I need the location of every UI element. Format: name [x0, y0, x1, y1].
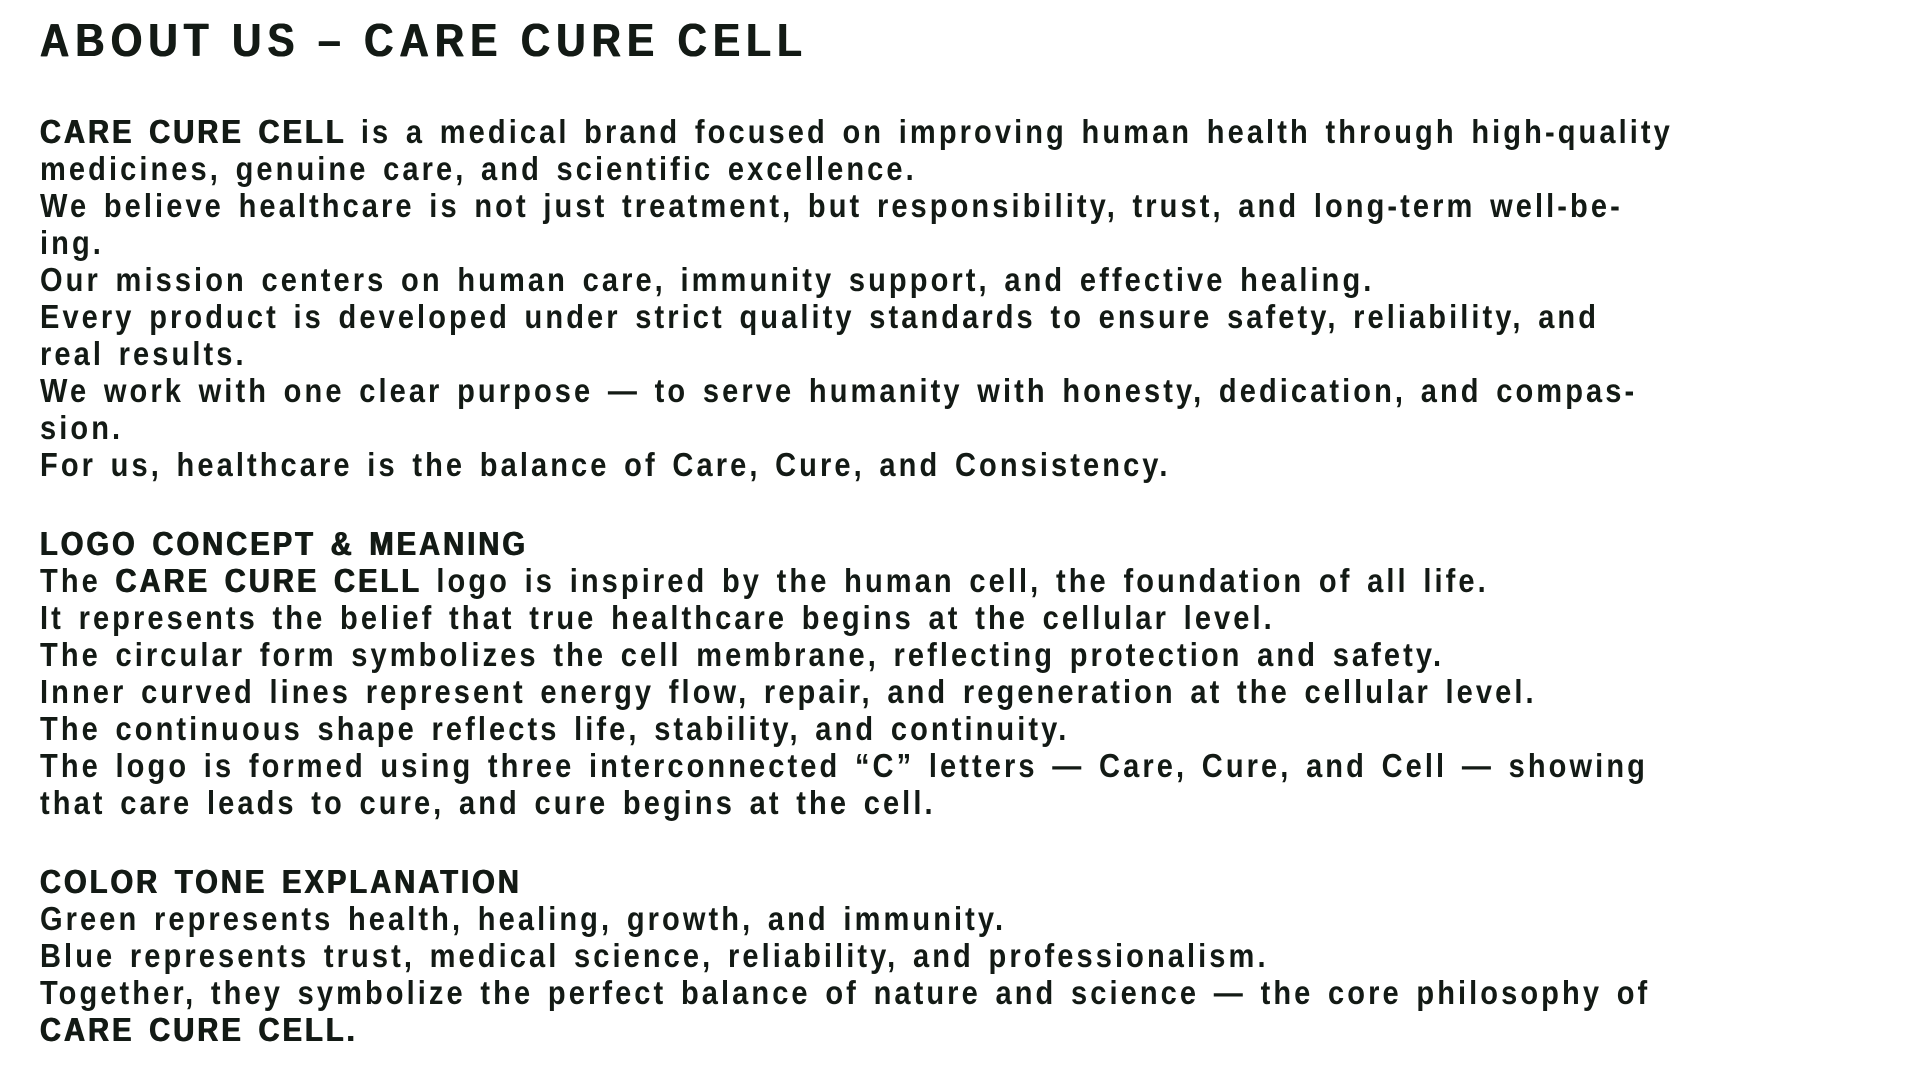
- brand-text: CARE CURE CELL.: [40, 1011, 358, 1048]
- text-segment: is a medical brand focused on improving human health through high-quality: [346, 113, 1673, 150]
- page-title: ABOUT US – CARE CURE CELL: [40, 14, 808, 66]
- brand-text: CARE CURE CELL: [115, 562, 422, 599]
- text-line: [40, 261, 1668, 298]
- text-line: [40, 372, 1668, 409]
- text-line: [40, 784, 1668, 821]
- text-line: [40, 409, 1668, 446]
- text-segment: Our mission centers on human care, immunity support, and effective healing.: [40, 261, 1375, 298]
- text-line: [40, 673, 1668, 710]
- text-segment: The circular form symbolizes the cell membrane, reflecting protection and safety.: [40, 636, 1445, 673]
- document-sections: [40, 113, 1890, 1048]
- text-segment: Every product is developed under strict quality standards to ensure safety, reliability, and: [40, 298, 1600, 335]
- text-line: [40, 187, 1668, 224]
- text-segment: Together, they symbolize the perfect balance of nature and science — the core philosophy of: [40, 974, 1651, 1011]
- text-segment: sion.: [40, 409, 124, 446]
- text-line: [40, 1011, 1668, 1048]
- text-segment: It represents the belief that true healthcare begins at the cellular level.: [40, 599, 1275, 636]
- text-segment: real results.: [40, 335, 247, 372]
- text-line: [40, 562, 1668, 599]
- text-line: [40, 298, 1668, 335]
- text-line: [40, 900, 1668, 937]
- text-segment: The continuous shape reflects life, stability, and continuity.: [40, 710, 1070, 747]
- text-segment: We work with one clear purpose — to serve humanity with honesty, dedication, and compas-: [40, 372, 1638, 409]
- text-segment: Green represents health, healing, growth, and immunity.: [40, 900, 1007, 937]
- text-line: [40, 599, 1668, 636]
- text-segment: The: [40, 562, 116, 599]
- text-segment: Blue represents trust, medical science, reliability, and professionalism.: [40, 937, 1269, 974]
- text-segment: ing.: [40, 224, 104, 261]
- section-3: [40, 863, 1890, 1048]
- text-segment: logo is inspired by the human cell, the foundation of all life.: [421, 562, 1489, 599]
- text-line: [40, 636, 1668, 673]
- text-segment: that care leads to cure, and cure begins at the cell.: [40, 784, 936, 821]
- text-segment: We believe healthcare is not just treatment, but responsibility, trust, and long-term well-be-: [40, 187, 1623, 224]
- text-line: [40, 335, 1668, 372]
- text-line: [40, 747, 1668, 784]
- text-line: [40, 937, 1668, 974]
- text-segment: The logo is formed using three interconnected “C” letters — Care, Cure, and Cell — showing: [40, 747, 1648, 784]
- text-segment: Inner curved lines represent energy flow, repair, and regeneration at the cellular level.: [40, 673, 1537, 710]
- brand-text: CARE CURE CELL: [40, 113, 347, 150]
- section-1: [40, 113, 1890, 483]
- text-segment: For us, healthcare is the balance of Care, Cure, and Consistency.: [40, 446, 1171, 483]
- section-2: [40, 525, 1890, 821]
- text-line: [40, 113, 1673, 150]
- section-heading: LOGO CONCEPT & MEANING: [40, 525, 529, 562]
- text-line: [40, 150, 1668, 187]
- text-line: [40, 710, 1668, 747]
- section-heading: COLOR TONE EXPLANATION: [40, 863, 522, 900]
- text-line: [40, 224, 1668, 261]
- text-line: [40, 446, 1668, 483]
- text-segment: medicines, genuine care, and scientific excellence.: [40, 150, 917, 187]
- text-line: [40, 974, 1668, 1011]
